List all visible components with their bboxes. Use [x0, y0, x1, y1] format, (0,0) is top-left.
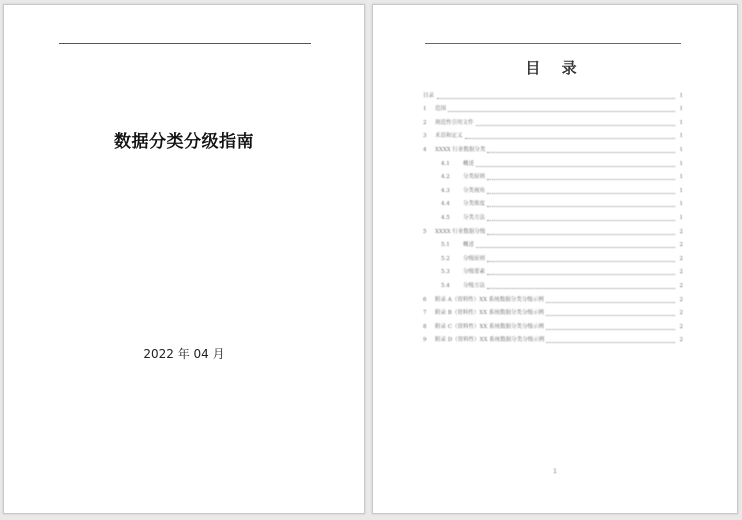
toc-entry-title: 分类原则: [463, 174, 486, 181]
toc-leader-dots: [465, 137, 675, 139]
toc-entry-number: 2: [423, 119, 427, 126]
toc-leader-dots: [476, 124, 675, 126]
table-of-contents-page: [372, 4, 738, 514]
toc-leader-dots: [487, 233, 675, 235]
toc-entry[interactable]: [423, 223, 683, 237]
toc-entry[interactable]: [423, 250, 683, 264]
toc-entry-title: 分级方法: [463, 282, 486, 289]
toc-entry[interactable]: [423, 209, 683, 223]
toc-leader-dots: [546, 341, 675, 343]
toc-entry-title: 附录 C（资料性）XX 系统数据分类分级示例: [435, 323, 545, 330]
toc-entry-number: 1: [423, 106, 427, 113]
toc-entry[interactable]: [423, 305, 683, 319]
toc-entry-page: 1: [679, 92, 683, 99]
toc-entry-title: 附录 B（资料性）XX 系统数据分类分级示例: [435, 310, 544, 317]
toc-entry-number: 3: [423, 133, 427, 140]
toc-entry-page: 1: [679, 106, 683, 113]
toc-entry-title: 附录 A（资料性）XX 系统数据分类分级示例: [435, 296, 544, 303]
toc-entry[interactable]: [423, 155, 683, 169]
toc-list: [423, 87, 683, 345]
toc-entry[interactable]: [423, 169, 683, 183]
toc-entry-number: 7: [423, 310, 427, 317]
document-title: 数据分类分级指南: [114, 132, 254, 152]
toc-entry-page: 2: [679, 242, 683, 249]
toc-leader-dots: [437, 97, 675, 99]
toc-entry-number: 9: [423, 337, 427, 344]
toc-entry-title: 分级原则: [463, 255, 486, 262]
toc-entry-page: 2: [679, 310, 683, 317]
toc-entry-number: 5.2: [441, 255, 450, 262]
toc-entry-title: XXXX 行业数据分级: [435, 228, 486, 235]
toc-entry-page: 1: [679, 146, 683, 153]
toc-leader-dots: [546, 314, 675, 316]
toc-entry-page: 1: [679, 214, 683, 221]
toc-entry[interactable]: [423, 332, 683, 346]
toc-entry-page: 1: [679, 201, 683, 208]
toc-entry-title: 分类维度: [463, 201, 486, 208]
toc-entry-page: 2: [679, 337, 683, 344]
toc-entry[interactable]: [423, 114, 683, 128]
toc-leader-dots: [476, 246, 675, 248]
toc-entry-title: 规范性引用文件: [435, 119, 474, 126]
toc-entry-page: 2: [679, 296, 683, 303]
toc-entry-number: 5.3: [441, 269, 450, 276]
toc-entry-title: 分类视角: [463, 187, 486, 194]
toc-entry-page: 1: [679, 174, 683, 181]
toc-entry[interactable]: [423, 237, 683, 251]
toc-entry-title: 概述: [463, 160, 475, 167]
toc-entry-page: 2: [679, 282, 683, 289]
toc-entry-title: 分类方法: [463, 214, 486, 221]
toc-leader-dots: [487, 273, 675, 275]
toc-entry[interactable]: [423, 182, 683, 196]
toc-entry[interactable]: [423, 87, 683, 101]
toc-leader-dots: [487, 151, 675, 153]
toc-entry-number: 6: [423, 296, 427, 303]
toc-entry-page: 2: [679, 323, 683, 330]
cover-page: [3, 4, 365, 514]
page-number: 1: [553, 468, 557, 475]
toc-leader-dots: [487, 205, 675, 207]
toc-entry-number: 4.2: [441, 174, 450, 181]
toc-entry[interactable]: [423, 318, 683, 332]
toc-leader-dots: [487, 178, 675, 180]
toc-entry-number: 4: [423, 146, 427, 153]
toc-leader-dots: [487, 192, 675, 194]
toc-entry-page: 1: [679, 160, 683, 167]
toc-leader-dots: [546, 301, 675, 303]
toc-entry-title: 分级要素: [463, 269, 486, 276]
toc-entry-page: 2: [679, 228, 683, 235]
toc-heading: 目 录: [525, 59, 585, 77]
toc-leader-dots: [476, 165, 675, 167]
toc-entry-number: 目录: [423, 92, 435, 99]
toc-entry-page: 1: [679, 133, 683, 140]
toc-entry-title: 概述: [463, 242, 475, 249]
toc-entry[interactable]: [423, 196, 683, 210]
document-date: 2022 年 04 月: [143, 347, 225, 361]
toc-entry-number: 8: [423, 323, 427, 330]
toc-entry-title: 术语和定义: [435, 133, 463, 140]
toc-entry-number: 4.3: [441, 187, 450, 194]
toc-entry[interactable]: [423, 264, 683, 278]
toc-entry-number: 4.5: [441, 214, 450, 221]
toc-entry[interactable]: [423, 291, 683, 305]
toc-entry-title: XXXX 行业数据分类: [435, 146, 486, 153]
toc-leader-dots: [487, 260, 675, 262]
toc-entry-number: 5.1: [441, 242, 450, 249]
toc-entry-page: 1: [679, 187, 683, 194]
toc-header-rule: [425, 43, 681, 44]
cover-header-rule: [59, 43, 311, 44]
toc-leader-dots: [487, 219, 675, 221]
toc-entry-number: 4.1: [441, 160, 450, 167]
toc-entry[interactable]: [423, 128, 683, 142]
toc-entry-title: 附录 D（资料性）XX 系统数据分类分级示例: [435, 337, 545, 344]
toc-entry[interactable]: [423, 277, 683, 291]
toc-entry[interactable]: [423, 141, 683, 155]
toc-leader-dots: [546, 328, 675, 330]
toc-entry-number: 5: [423, 228, 427, 235]
toc-entry-number: 4.4: [441, 201, 450, 208]
toc-entry-page: 2: [679, 255, 683, 262]
toc-entry-number: 5.4: [441, 282, 450, 289]
toc-leader-dots: [448, 110, 675, 112]
toc-leader-dots: [487, 287, 675, 289]
toc-entry-title: 范围: [435, 106, 447, 113]
toc-entry-page: 1: [679, 119, 683, 126]
toc-entry[interactable]: [423, 101, 683, 115]
toc-entry-page: 2: [679, 269, 683, 276]
